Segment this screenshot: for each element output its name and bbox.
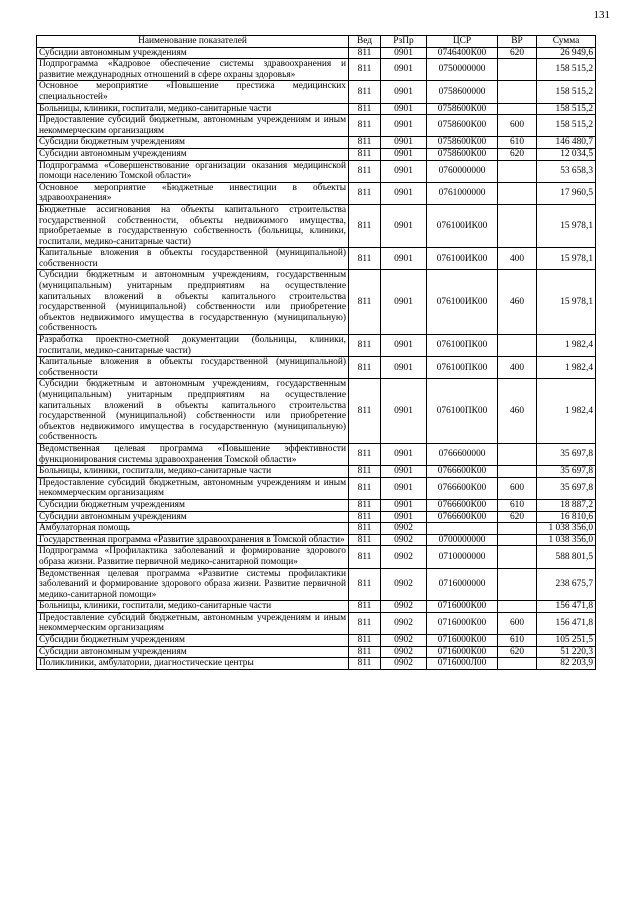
table-row	[37, 499, 596, 511]
row-name-cell: Больницы, клиники, госпитали, медико-санитарные части	[37, 601, 349, 613]
header-sum: Сумма	[537, 36, 596, 48]
row-csr-cell: 0766600К00	[427, 499, 498, 511]
row-ved-cell: 811	[349, 443, 381, 465]
row-name-cell: Субсидии бюджетным учреждениям	[37, 499, 349, 511]
row-ved-cell: 811	[349, 335, 381, 357]
row-vr-cell	[498, 81, 537, 103]
row-sum-cell: 588 801,5	[537, 546, 596, 568]
row-ved-cell: 811	[349, 148, 381, 160]
row-csr-cell: 076100ИК00	[427, 248, 498, 270]
row-csr-cell: 0758600К00	[427, 137, 498, 149]
table-row	[37, 477, 596, 499]
row-rzpr-cell: 0901	[381, 81, 427, 103]
row-csr-cell: 0758600К00	[427, 103, 498, 115]
budget-table	[36, 35, 596, 670]
row-csr-cell: 0700000000	[427, 534, 498, 546]
row-vr-cell: 600	[498, 115, 537, 137]
table-row	[37, 546, 596, 568]
row-csr-cell: 0716000Л00	[427, 658, 498, 670]
row-rzpr-cell: 0901	[381, 137, 427, 149]
row-rzpr-cell: 0902	[381, 635, 427, 647]
row-name-cell: Предоставление субсидий бюджетным, автономным учреждениям и иным некоммерческим организациям	[37, 477, 349, 499]
row-name-cell: Субсидии автономным учреждениям	[37, 511, 349, 523]
row-ved-cell: 811	[349, 523, 381, 535]
table-row	[37, 523, 596, 535]
row-ved-cell: 811	[349, 379, 381, 444]
row-name-cell: Субсидии автономным учреждениям	[37, 148, 349, 160]
row-name-cell: Субсидии бюджетным учреждениям	[37, 635, 349, 647]
row-sum-cell: 18 887,2	[537, 499, 596, 511]
row-name-cell: Капитальные вложения в объекты государственной (муниципальной) собственности	[37, 248, 349, 270]
row-csr-cell: 076100ПК00	[427, 357, 498, 379]
row-vr-cell: 460	[498, 379, 537, 444]
row-rzpr-cell: 0901	[381, 511, 427, 523]
row-name-cell: Больницы, клиники, госпитали, медико-санитарные части	[37, 466, 349, 478]
row-name-cell: Основное мероприятие «Повышение престижа медицинских специальностей»	[37, 81, 349, 103]
row-ved-cell: 811	[349, 270, 381, 335]
row-sum-cell: 12 034,5	[537, 148, 596, 160]
table-row	[37, 115, 596, 137]
row-ved-cell: 811	[349, 137, 381, 149]
table-row	[37, 568, 596, 601]
row-vr-cell	[498, 204, 537, 247]
row-vr-cell	[498, 160, 537, 182]
row-ved-cell: 811	[349, 534, 381, 546]
row-vr-cell: 620	[498, 47, 537, 59]
row-rzpr-cell: 0901	[381, 270, 427, 335]
row-sum-cell: 238 675,7	[537, 568, 596, 601]
row-csr-cell	[427, 523, 498, 535]
row-name-cell: Субсидии бюджетным и автономным учреждениям, государственным (муниципальным) унитарным предприятиям на осуществление капитальных вложений в объекты капитального строительства государственной (муниципальной) собственности или приобретение объектов недвижимого имущества в государственную (муниципальную) собственность	[37, 270, 349, 335]
table-row	[37, 357, 596, 379]
row-vr-cell: 620	[498, 148, 537, 160]
row-rzpr-cell: 0902	[381, 523, 427, 535]
row-sum-cell: 105 251,5	[537, 635, 596, 647]
row-csr-cell: 0758600000	[427, 81, 498, 103]
row-name-cell: Субсидии бюджетным учреждениям	[37, 137, 349, 149]
row-rzpr-cell: 0901	[381, 248, 427, 270]
table-header-row	[37, 36, 596, 48]
row-sum-cell: 156 471,8	[537, 601, 596, 613]
row-csr-cell: 0766600К00	[427, 466, 498, 478]
row-csr-cell: 076100ИК00	[427, 270, 498, 335]
row-rzpr-cell: 0901	[381, 443, 427, 465]
row-vr-cell	[498, 523, 537, 535]
row-rzpr-cell: 0902	[381, 546, 427, 568]
row-rzpr-cell: 0901	[381, 182, 427, 204]
table-row	[37, 103, 596, 115]
row-ved-cell: 811	[349, 658, 381, 670]
row-ved-cell: 811	[349, 59, 381, 81]
row-vr-cell: 400	[498, 357, 537, 379]
row-rzpr-cell: 0901	[381, 160, 427, 182]
row-rzpr-cell: 0901	[381, 379, 427, 444]
table-row	[37, 59, 596, 81]
row-ved-cell: 811	[349, 103, 381, 115]
row-vr-cell	[498, 546, 537, 568]
row-csr-cell: 0716000000	[427, 568, 498, 601]
row-rzpr-cell: 0901	[381, 204, 427, 247]
row-csr-cell: 0758600К00	[427, 148, 498, 160]
row-csr-cell: 0710000000	[427, 546, 498, 568]
row-ved-cell: 811	[349, 47, 381, 59]
row-rzpr-cell: 0901	[381, 148, 427, 160]
row-name-cell: Субсидии автономным учреждениям	[37, 646, 349, 658]
table-row	[37, 658, 596, 670]
row-vr-cell: 460	[498, 270, 537, 335]
row-sum-cell: 1 982,4	[537, 357, 596, 379]
row-rzpr-cell: 0901	[381, 335, 427, 357]
header-csr: ЦСР	[427, 36, 498, 48]
row-sum-cell: 15 978,1	[537, 248, 596, 270]
row-csr-cell: 0716000К00	[427, 601, 498, 613]
row-name-cell: Подпрограмма «Кадровое обеспечение системы здравоохранения и развитие международных отношений в сфере охраны здоровья»	[37, 59, 349, 81]
row-csr-cell: 0716000К00	[427, 646, 498, 658]
row-name-cell: Больницы, клиники, госпитали, медико-санитарные части	[37, 103, 349, 115]
row-ved-cell: 811	[349, 546, 381, 568]
row-rzpr-cell: 0901	[381, 466, 427, 478]
table-row	[37, 635, 596, 647]
row-sum-cell: 158 515,2	[537, 115, 596, 137]
row-sum-cell: 15 978,1	[537, 270, 596, 335]
row-name-cell: Подпрограмма «Профилактика заболеваний и формирование здорового образа жизни. Развитие первичной медико-санитарной помощи»	[37, 546, 349, 568]
row-rzpr-cell: 0901	[381, 499, 427, 511]
row-ved-cell: 811	[349, 81, 381, 103]
row-ved-cell: 811	[349, 477, 381, 499]
row-ved-cell: 811	[349, 182, 381, 204]
row-csr-cell: 0761000000	[427, 182, 498, 204]
row-name-cell: Государственная программа «Развитие здравоохранения в Томской области»	[37, 534, 349, 546]
row-vr-cell: 610	[498, 137, 537, 149]
header-name: Наименование показателей	[37, 36, 349, 48]
row-sum-cell: 158 515,2	[537, 59, 596, 81]
row-sum-cell: 26 949,6	[537, 47, 596, 59]
row-sum-cell: 1 982,4	[537, 379, 596, 444]
table-row	[37, 270, 596, 335]
row-vr-cell: 600	[498, 477, 537, 499]
row-sum-cell: 1 038 356,0	[537, 523, 596, 535]
row-sum-cell: 53 658,3	[537, 160, 596, 182]
row-rzpr-cell: 0901	[381, 59, 427, 81]
row-csr-cell: 0760000000	[427, 160, 498, 182]
row-sum-cell: 51 220,3	[537, 646, 596, 658]
row-sum-cell: 35 697,8	[537, 477, 596, 499]
table-row	[37, 137, 596, 149]
row-vr-cell	[498, 534, 537, 546]
row-name-cell: Ведомственная целевая программа «Развитие системы профилактики заболеваний и формирование здорового образа жизни. Развитие первичной медико-санитарной помощи»	[37, 568, 349, 601]
table-row	[37, 379, 596, 444]
row-vr-cell: 610	[498, 635, 537, 647]
row-rzpr-cell: 0902	[381, 568, 427, 601]
row-sum-cell: 15 978,1	[537, 204, 596, 247]
row-ved-cell: 811	[349, 357, 381, 379]
table-row	[37, 81, 596, 103]
row-csr-cell: 0766600000	[427, 443, 498, 465]
row-name-cell: Поликлиники, амбулатории, диагностические центры	[37, 658, 349, 670]
table-row	[37, 204, 596, 247]
table-row	[37, 47, 596, 59]
table-row	[37, 443, 596, 465]
row-sum-cell: 35 697,8	[537, 443, 596, 465]
row-rzpr-cell: 0901	[381, 357, 427, 379]
header-vr: ВР	[498, 36, 537, 48]
row-ved-cell: 811	[349, 499, 381, 511]
row-rzpr-cell: 0901	[381, 47, 427, 59]
row-name-cell: Капитальные вложения в объекты государственной (муниципальной) собственности	[37, 357, 349, 379]
row-vr-cell	[498, 335, 537, 357]
row-rzpr-cell: 0902	[381, 534, 427, 546]
row-vr-cell: 400	[498, 248, 537, 270]
row-vr-cell	[498, 658, 537, 670]
row-csr-cell: 0716000К00	[427, 612, 498, 634]
row-sum-cell: 158 515,2	[537, 81, 596, 103]
row-sum-cell: 158 515,2	[537, 103, 596, 115]
row-ved-cell: 811	[349, 204, 381, 247]
row-name-cell: Ведомственная целевая программа «Повышение эффективности функционирования системы здравоохранения Томской области»	[37, 443, 349, 465]
table-row	[37, 601, 596, 613]
row-vr-cell	[498, 601, 537, 613]
row-rzpr-cell: 0902	[381, 601, 427, 613]
row-sum-cell: 156 471,8	[537, 612, 596, 634]
table-row	[37, 248, 596, 270]
table-row	[37, 160, 596, 182]
row-name-cell: Предоставление субсидий бюджетным, автономным учреждениям и иным некоммерческим организациям	[37, 612, 349, 634]
row-vr-cell: 620	[498, 646, 537, 658]
row-vr-cell	[498, 568, 537, 601]
row-name-cell: Субсидии бюджетным и автономным учреждениям, государственным (муниципальным) унитарным предприятиям на осуществление капитальных вложений в объекты капитального строительства государственной (муниципальной) собственности или приобретение объектов недвижимого имущества в государственную (муниципальную) собственность	[37, 379, 349, 444]
row-ved-cell: 811	[349, 612, 381, 634]
row-csr-cell: 0716000К00	[427, 635, 498, 647]
row-name-cell: Субсидии автономным учреждениям	[37, 47, 349, 59]
row-vr-cell	[498, 443, 537, 465]
table-row	[37, 612, 596, 634]
row-name-cell: Подпрограмма «Совершенствование организации оказания медицинской помощи населению Томской области»	[37, 160, 349, 182]
page-number: 131	[593, 9, 610, 21]
row-sum-cell: 82 203,9	[537, 658, 596, 670]
row-csr-cell: 0746400К00	[427, 47, 498, 59]
row-name-cell: Основное мероприятие «Бюджетные инвестиции в объекты здравоохранения»	[37, 182, 349, 204]
row-csr-cell: 0750000000	[427, 59, 498, 81]
row-csr-cell: 0758600К00	[427, 115, 498, 137]
row-ved-cell: 811	[349, 511, 381, 523]
row-ved-cell: 811	[349, 601, 381, 613]
row-sum-cell: 146 480,7	[537, 137, 596, 149]
row-sum-cell: 1 038 356,0	[537, 534, 596, 546]
row-vr-cell: 620	[498, 511, 537, 523]
row-ved-cell: 811	[349, 635, 381, 647]
table-row	[37, 182, 596, 204]
row-csr-cell: 076100ПК00	[427, 379, 498, 444]
row-ved-cell: 811	[349, 160, 381, 182]
row-vr-cell	[498, 59, 537, 81]
row-ved-cell: 811	[349, 646, 381, 658]
row-vr-cell	[498, 182, 537, 204]
row-sum-cell: 16 810,6	[537, 511, 596, 523]
table-row	[37, 148, 596, 160]
row-rzpr-cell: 0901	[381, 115, 427, 137]
row-vr-cell: 600	[498, 612, 537, 634]
row-ved-cell: 811	[349, 248, 381, 270]
row-rzpr-cell: 0902	[381, 646, 427, 658]
row-rzpr-cell: 0902	[381, 658, 427, 670]
row-csr-cell: 076100ПК00	[427, 335, 498, 357]
table-row	[37, 646, 596, 658]
table-row	[37, 534, 596, 546]
header-rzpr: РзПр	[381, 36, 427, 48]
row-ved-cell: 811	[349, 568, 381, 601]
row-csr-cell: 0766600К00	[427, 511, 498, 523]
row-name-cell: Предоставление субсидий бюджетным, автономным учреждениям и иным некоммерческим организациям	[37, 115, 349, 137]
table-row	[37, 335, 596, 357]
table-row	[37, 466, 596, 478]
row-sum-cell: 35 697,8	[537, 466, 596, 478]
row-rzpr-cell: 0901	[381, 477, 427, 499]
row-rzpr-cell: 0901	[381, 103, 427, 115]
row-csr-cell: 076100ИК00	[427, 204, 498, 247]
table-row	[37, 511, 596, 523]
row-vr-cell: 610	[498, 499, 537, 511]
row-rzpr-cell: 0902	[381, 612, 427, 634]
row-csr-cell: 0766600К00	[427, 477, 498, 499]
row-sum-cell: 1 982,4	[537, 335, 596, 357]
row-vr-cell	[498, 103, 537, 115]
row-name-cell: Разработка проектно-сметной документации (больницы, клиники, госпитали, медико-санитарные части)	[37, 335, 349, 357]
row-name-cell: Бюджетные ассигнования на объекты капитального строительства государственной собственности, объекты недвижимого имущества, приобретаемые в государственную собственность (больницы, клиники, госпитали, медико-санитарные части)	[37, 204, 349, 247]
row-name-cell: Амбулаторная помощь	[37, 523, 349, 535]
row-ved-cell: 811	[349, 466, 381, 478]
row-ved-cell: 811	[349, 115, 381, 137]
row-vr-cell	[498, 466, 537, 478]
header-ved: Вед	[349, 36, 381, 48]
row-sum-cell: 17 960,5	[537, 182, 596, 204]
